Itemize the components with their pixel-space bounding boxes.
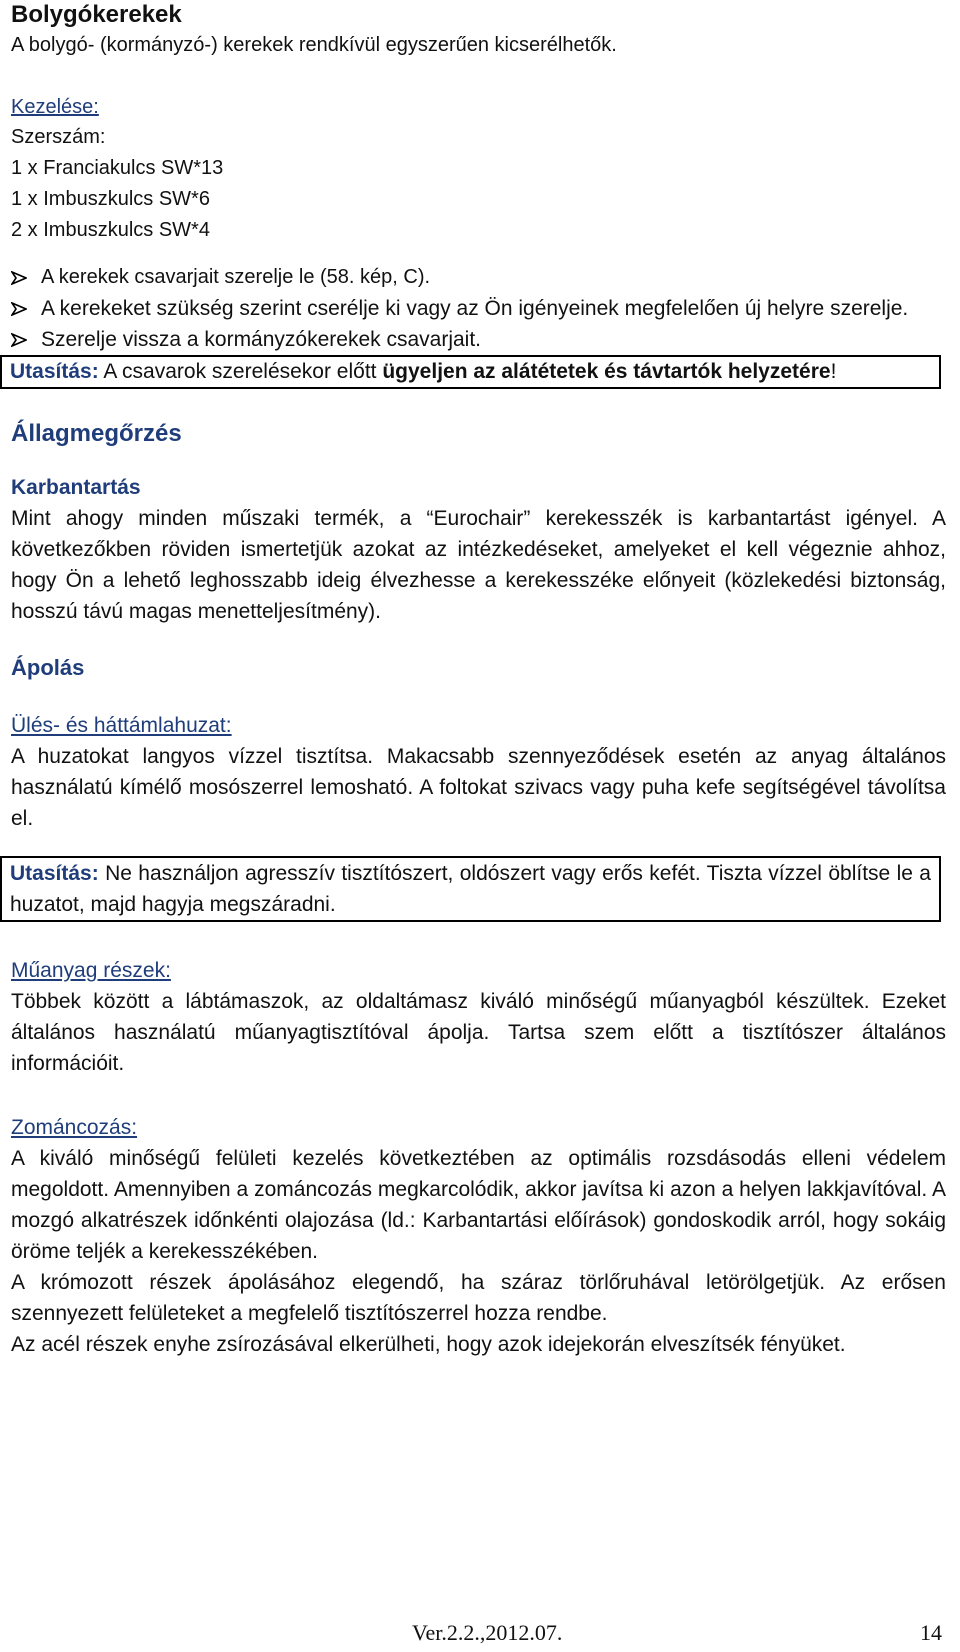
maintenance-text: Mint ahogy minden műszaki termék, a “Eurochair” kerekesszék is karbantartást igényel. A következőkben röviden ismertetjük azokat az intézkedéseket, amelyeket el kell végeznie ahhoz, hogy Ön a lehető leghosszabb ideig élvezhesse a kerekesszéke előnyeit (közlekedési biztonság, hosszú távú magas menetteljesítmény). xyxy=(11,507,946,623)
instruction-text: A csavarok szerelésekor előtt xyxy=(98,360,383,383)
enamel-heading: Zománcozás: xyxy=(11,1116,138,1139)
step-text: A kerekek csavarjait szerelje le (58. kép, C). xyxy=(41,266,431,288)
footer-page-number: 14 xyxy=(920,1620,942,1645)
seat-heading: Ülés- és háttámlahuzat: xyxy=(11,714,232,737)
enamel-paragraph: A kiváló minőségű felületi kezelés következtében az optimális rozsdásodás elleni védelem megoldott. Amennyiben a zománcozás megkarcolódik, akkor javítsa ki azon a helyen lakkjavítóval. A mozgó alkatrészek időnkénti olajozása (ld.: Karbantartási előírások) gondoskodik arról, hogy sokáig öröme teljék a kerekesszékében. xyxy=(11,1147,946,1263)
instruction-label: Utasítás: xyxy=(10,360,99,383)
handling-heading: Kezelése: xyxy=(11,96,99,118)
enamel-paragraph: A krómozott részek ápolásához elegendő, ha száraz törlőruhával letörölgetjük. Az erősen szennyezett felületeket a megfelelő tisztítószerrel hozza rendbe. xyxy=(11,1271,946,1325)
instruction-label: Utasítás: xyxy=(10,862,99,885)
plastic-text: Többek között a lábtámaszok, az oldaltámasz kiváló minőségű műanyagból készültek. Ezeket általános használatú műanyagtisztítóval ápolja. Tartsa szem előtt a tisztítószer általános információit. xyxy=(11,990,946,1075)
enamel-paragraph: Az acél részek enyhe zsírozásával elkerülheti, hogy azok idejekorán elveszítsék fényüket. xyxy=(11,1333,846,1356)
step-item xyxy=(11,262,946,293)
intro-text: A bolygó- (kormányzó-) kerekek rendkívül egyszerűen kicserélhetők. xyxy=(11,34,617,56)
instruction-box xyxy=(0,856,941,922)
instruction-end: ! xyxy=(830,360,837,383)
arrow-bullet-icon xyxy=(11,262,41,285)
arrow-bullet-icon xyxy=(11,293,41,316)
tool-item: 2 x Imbuszkulcs SW*4 xyxy=(11,219,210,241)
footer-version: Ver.2.2.,2012.07. xyxy=(412,1620,563,1645)
plastic-heading: Műanyag részek: xyxy=(11,959,171,982)
section-title: Állagmegőrzés xyxy=(11,420,182,447)
maintenance-heading: Karbantartás xyxy=(11,476,141,499)
step-item xyxy=(11,293,946,324)
step-text: A kerekeket szükség szerint cserélje ki vagy az Ön igényeinek megfelelően új helyre szerelje. xyxy=(41,297,909,320)
instruction-emphasis: ügyeljen az alátétetek és távtartók helyzetére xyxy=(382,360,831,383)
seat-text: A huzatokat langyos vízzel tisztítsa. Makacsabb szennyeződések esetén az anyag általános használatú kímélő mosószerrel lemosható. A foltokat szivacs vagy puha kefe segítségével távolítsa el. xyxy=(11,745,946,830)
step-text: Szerelje vissza a kormányzókerekek csavarjait. xyxy=(41,328,481,351)
instruction-text: Ne használjon agresszív tisztítószert, oldószert vagy erős kefét. Tiszta vízzel öblítse le a huzatot, majd hagyja megszáradni. xyxy=(10,862,931,916)
tool-item: 1 x Imbuszkulcs SW*6 xyxy=(11,188,210,210)
page-title: Bolygókerekek xyxy=(11,1,182,28)
care-heading: Ápolás xyxy=(11,655,85,680)
tools-label: Szerszám: xyxy=(11,126,106,148)
tool-item: 1 x Franciakulcs SW*13 xyxy=(11,157,224,179)
instruction-box xyxy=(0,355,941,389)
document-page xyxy=(11,0,946,1360)
step-item xyxy=(11,324,946,355)
arrow-bullet-icon xyxy=(11,324,41,347)
